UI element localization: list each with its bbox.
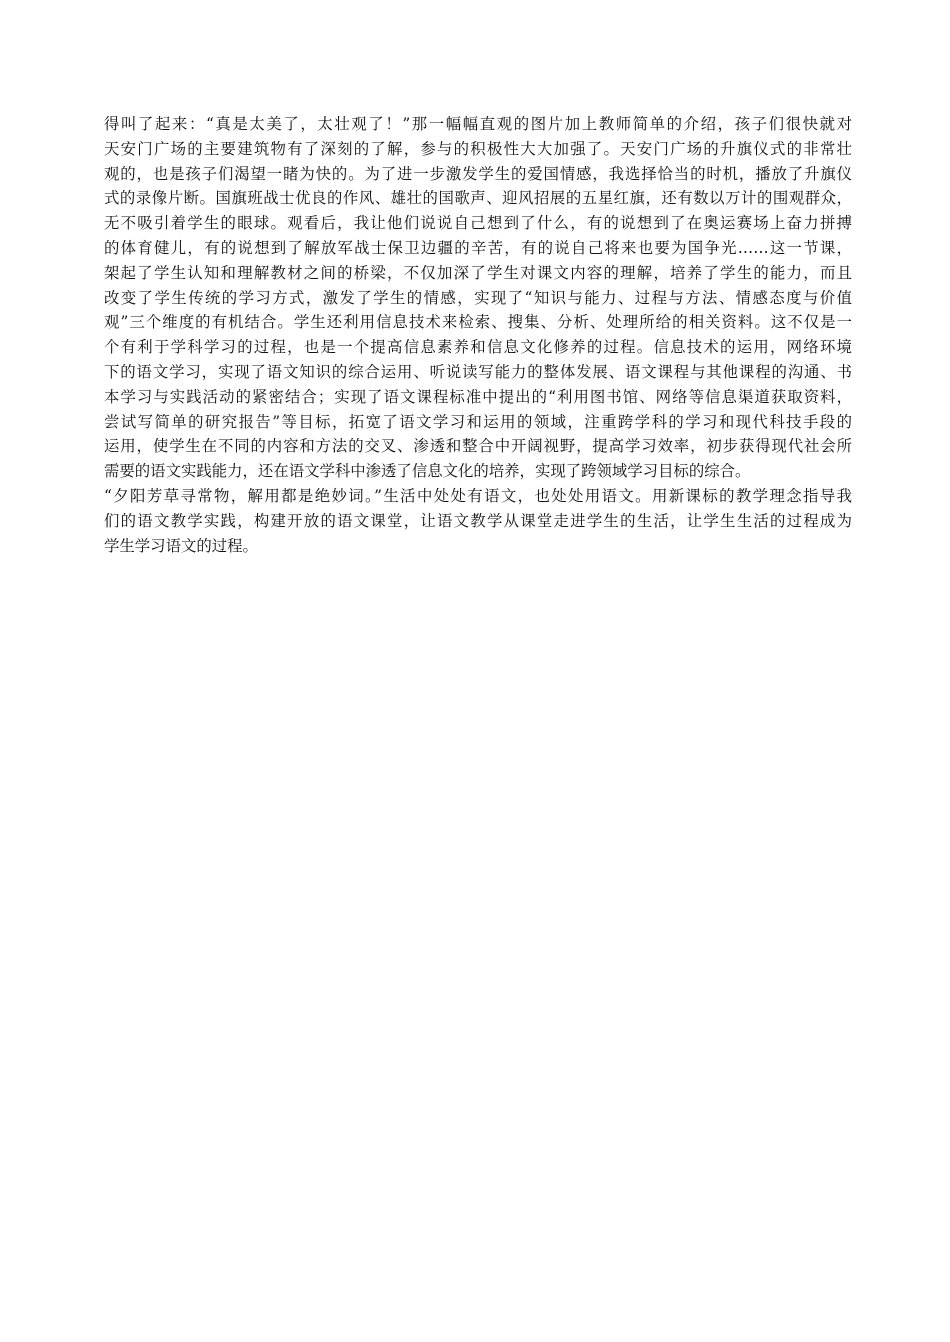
text-line: 架起了学生认知和理解教材之间的桥梁，不仅加深了学生对课文内容的理解，培养了学生的能力，而且 — [104, 263, 852, 282]
text-line: 观”三个维度的有机结合。学生还利用信息技术来检索、搜集、分析、处理所给的相关资料。这不仅是一 — [104, 313, 852, 332]
text-line: “夕阳芳草寻常物，解用都是绝妙词。”生活中处处有语文，也处处用语文。用新课标的教学理念指导我 — [104, 486, 852, 505]
text-line: 学生学习语文的过程。 — [104, 536, 258, 555]
paragraph-continued — [104, 112, 852, 484]
text-line: 改变了学生传统的学习方式，激发了学生的情感，实现了“知识与能力、过程与方法、情感态度与价值 — [104, 288, 852, 307]
text-line: 天安门广场的主要建筑物有了深刻的了解，参与的积极性大大加强了。天安门广场的升旗仪式的非常壮 — [104, 139, 852, 158]
paragraph-closing — [104, 484, 852, 558]
text-line: 运用，使学生在不同的内容和方法的交叉、渗透和整合中开阔视野，提高学习效率，初步获得现代社会所 — [104, 437, 852, 456]
text-line: 尝试写简单的研究报告”等目标，拓宽了语文学习和运用的领域，注重跨学科的学习和现代科技手段的 — [104, 412, 852, 431]
text-line: 下的语文学习，实现了语文知识的综合运用、听说读写能力的整体发展、语文课程与其他课程的沟通、书 — [104, 362, 852, 381]
text-line: 本学习与实践活动的紧密结合；实现了语文课程标准中提出的“利用图书馆、网络等信息渠道获取资料， — [104, 387, 852, 406]
text-line: 个有利于学科学习的过程，也是一个提高信息素养和信息文化修养的过程。信息技术的运用，网络环境 — [104, 338, 852, 357]
text-line: 得叫了起来：“真是太美了，太壮观了！”那一幅幅直观的图片加上教师简单的介绍，孩子们很快就对 — [104, 115, 852, 133]
text-line: 观的，也是孩子们渴望一睹为快的。为了进一步激发学生的爱国情感，我选择恰当的时机，播放了升旗仪 — [104, 164, 852, 183]
text-line: 无不吸引着学生的眼球。观看后，我让他们说说自己想到了什么，有的说想到了在奥运赛场上奋力拼搏 — [104, 214, 852, 233]
text-line: 式的录像片断。国旗班战士优良的作风、雄壮的国歌声、迎风招展的五星红旗，还有数以万计的围观群众， — [104, 189, 852, 208]
text-line: 的体育健儿，有的说想到了解放军战士保卫边疆的辛苦，有的说自己将来也要为国争光……这一节课， — [104, 238, 852, 257]
document-body — [104, 112, 852, 558]
text-line: 们的语文教学实践，构建开放的语文课堂，让语文教学从课堂走进学生的生活，让学生生活的过程成为 — [104, 511, 852, 530]
text-line: 需要的语文实践能力，还在语文学科中渗透了信息文化的培养，实现了跨领域学习目标的综合。 — [104, 462, 751, 481]
